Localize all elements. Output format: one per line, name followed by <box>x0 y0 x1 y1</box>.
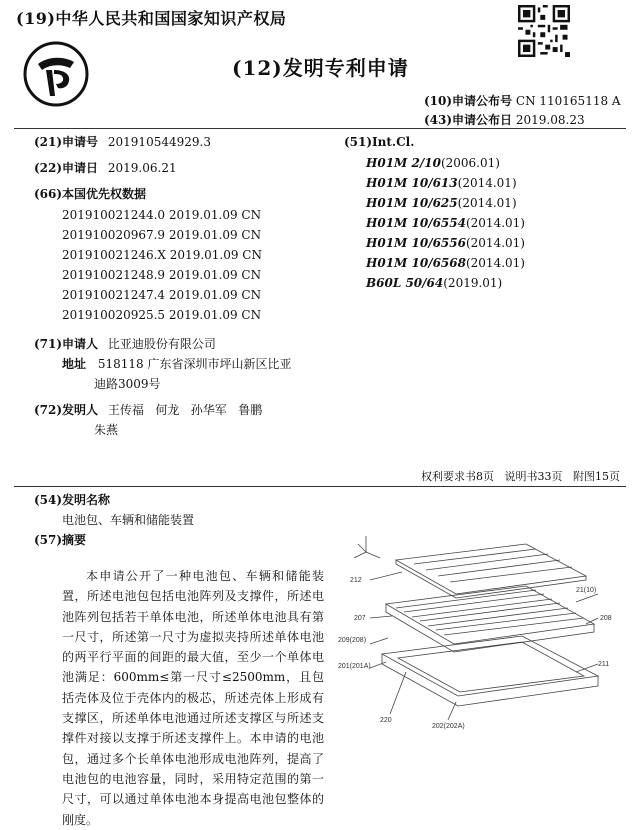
publication-number-label: (10)申请公布号 <box>424 94 513 108</box>
priority-item: 201910021244.0 2019.01.09 CN <box>62 208 262 222</box>
ipc-row: B60L 50/64(2019.01) <box>366 276 503 290</box>
ipc-row: H01M 2/10(2006.01) <box>366 156 500 170</box>
address-line-2: 迪路3009号 <box>94 377 161 391</box>
drawing-label: 209(208) <box>338 637 367 644</box>
application-number-label: (21)申请号 <box>34 135 99 149</box>
publication-date-label: (43)申请公布日 <box>424 113 513 127</box>
invention-title-label: (54)发明名称 <box>34 493 111 507</box>
office-name: (19)中华人民共和国国家知识产权局 <box>16 9 287 28</box>
priority-item: 201910020967.9 2019.01.09 CN <box>62 228 262 242</box>
ipc-row: H01M 10/6554(2014.01) <box>366 216 525 230</box>
publication-date: 2019.08.23 <box>515 113 585 127</box>
drawing-label: 202(202A) <box>432 723 465 730</box>
qr-code-icon <box>518 5 570 57</box>
application-date: 2019.06.21 <box>107 161 177 175</box>
header-divider <box>14 128 626 129</box>
drawing-label: 208 <box>600 615 612 622</box>
inventors-line-1: 王传福 何龙 孙华军 鲁鹏 <box>107 403 263 417</box>
application-number-field <box>34 132 211 152</box>
abstract-label: (57)摘要 <box>34 533 87 547</box>
priority-list <box>62 205 262 325</box>
publication-number: CN 110165118 A <box>515 94 621 108</box>
priority-item: 201910021246.X 2019.01.09 CN <box>62 248 262 262</box>
ipc-row: H01M 10/6568(2014.01) <box>366 256 525 270</box>
publication-date-line <box>424 111 585 128</box>
ipc-list <box>366 153 525 293</box>
priority-item: 201910021248.9 2019.01.09 CN <box>62 268 262 282</box>
priority-data-label: (66)本国优先权数据 <box>34 187 147 201</box>
ipc-row: H01M 10/6556(2014.01) <box>366 236 525 250</box>
drawing-label: 201(201A) <box>338 663 371 670</box>
page-count-info: 权利要求书8页 说明书33页 附图15页 <box>421 470 620 483</box>
ipc-label: (51)Int.Cl. <box>344 135 415 149</box>
drawing-label: 220 <box>380 717 392 724</box>
drawing-label: 21(10) <box>576 587 597 594</box>
drawing-label: 211 <box>598 661 610 668</box>
publication-number-line <box>424 92 621 109</box>
drawing-label: 212 <box>350 577 362 584</box>
priority-item: 201910021247.4 2019.01.09 CN <box>62 288 262 302</box>
application-date-field <box>34 158 177 178</box>
abstract-text: 本申请公开了一种电池包、车辆和储能装置，所述电池包包括电池阵列及支撑件，所述电池阵列包括若干单体电池，所述单体电池具有第一尺寸，所述第一尺寸为虚拟夹持所述单体电池的两平行平面的间距的最大值，至少一个单体电池满足：600mm≤第一尺寸≤2500mm，且包括壳体及位于壳体内的极芯，所述壳体上形成有支撑区，所述单体电池通过所述支撑区与所述支撑件对接以支撑于所述支撑件上。本申请的电池包，通过多个长单体电池形成电池阵列，提高了电池包的电池容量，同时，采用特定范围的第一尺寸，可以通过单体电池本身提高电池包整体的刚度。 <box>62 569 324 827</box>
address-label: 地址 <box>62 357 87 371</box>
inventor-field <box>34 400 262 420</box>
patent-office-emblem-icon <box>22 40 90 108</box>
inventors-line-2: 朱燕 <box>94 423 119 437</box>
ipc-row: H01M 10/613(2014.01) <box>366 176 517 190</box>
invention-title: 电池包、车辆和储能装置 <box>62 513 195 527</box>
applicant-field <box>34 334 216 354</box>
ipc-row: H01M 10/625(2014.01) <box>366 196 517 210</box>
application-date-label: (22)申请日 <box>34 161 99 175</box>
abstract-divider <box>14 486 626 487</box>
battery-pack-exploded-drawing <box>336 532 628 732</box>
drawing-label: 207 <box>354 615 366 622</box>
application-number: 201910544929.3 <box>107 135 211 149</box>
priority-item: 201910020925.5 2019.01.09 CN <box>62 308 262 322</box>
inventor-label: (72)发明人 <box>34 403 99 417</box>
address-line-1: 518118 广东省深圳市坪山新区比亚 <box>97 357 292 371</box>
address-field <box>62 354 291 374</box>
applicant-name: 比亚迪股份有限公司 <box>107 337 216 351</box>
document-type-title: (12)发明专利申请 <box>232 56 409 80</box>
applicant-label: (71)申请人 <box>34 337 99 351</box>
